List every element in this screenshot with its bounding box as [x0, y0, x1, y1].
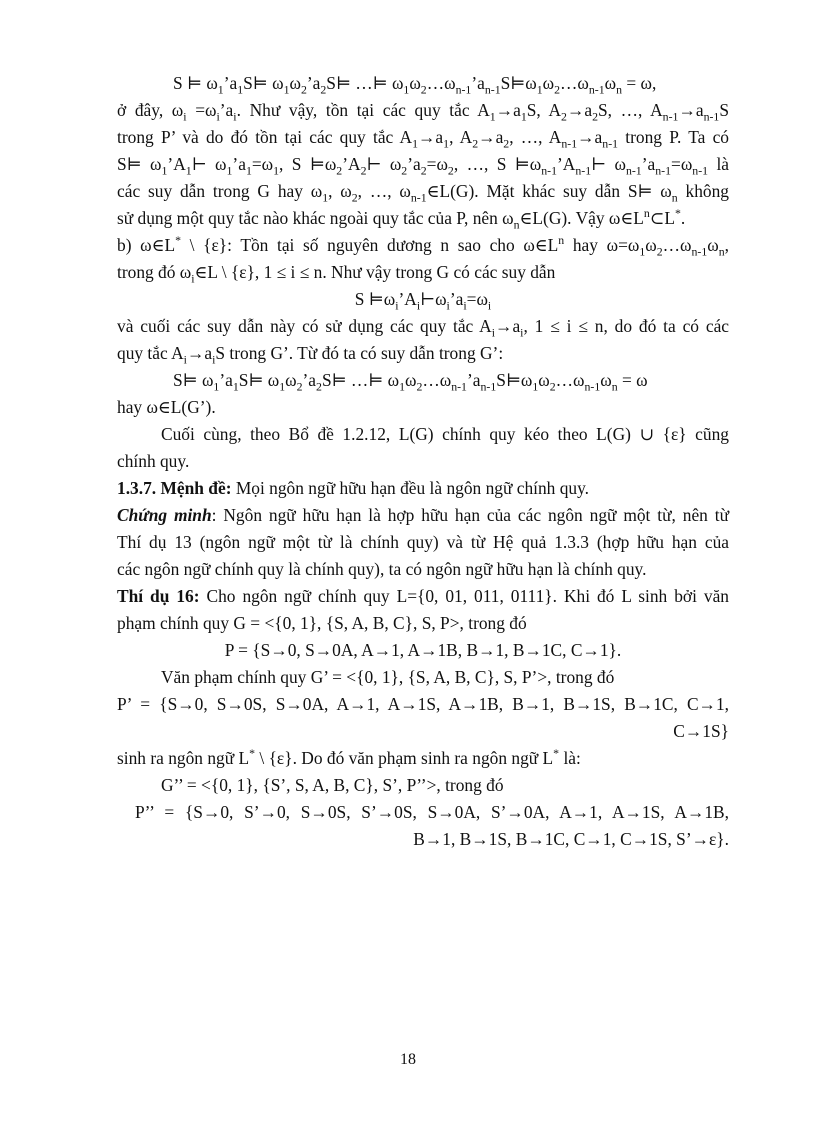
text-line: phạm chính quy G = <{0, 1}, {S, A, B, C}, S, P>, trong đó [117, 613, 527, 633]
derivation-line-1: S ⊨ $\omega_1’a_1S⊨$ $\omega_1\omega_2’a_2S⊨$ …⊨ $\omega_1\omega_2\dots\omega_{n-1}’a_{n-1}S⊨\omega_1\omega_2\dots\omega_{n-1}\omega_n = \omega$, [173, 73, 657, 97]
proof-line: Chứng minh: Ngôn ngữ hữu hạn là hợp hữu hạn của các ngôn ngữ một từ, nên từ [117, 505, 730, 525]
proposition-heading: 1.3.7. Mệnh đề: Mọi ngôn ngữ hữu hạn đều là ngôn ngữ chính quy. [117, 478, 590, 498]
rule-set-line: P’’ = {S→0, S’→0, S→0S, S’→0S, S→0A, S’→0A, A→1, A→1S, A→1B, [135, 802, 729, 822]
text-line: quy tắc $A_i\to a_iS$ trong G’. Từ đó ta có suy dẫn trong G’: [117, 343, 504, 367]
rule-set-line: P’ = {S→0, S→0S, S→0A, A→1, A→1S, A→1B, B→1, B→1S, B→1C, C→1, [117, 694, 729, 714]
text-line: Văn phạm chính quy G’ = <{0, 1}, {S, A, B, C}, S, P’>, trong đó [161, 667, 615, 687]
text-line: Cuối cùng, theo Bổ đề 1.2.12, L(G) chính quy kéo theo L(G) ∪ {ε} cũng [161, 424, 729, 444]
text-line: các ngôn ngữ chính quy là chính quy), ta có ngôn ngữ hữu hạn là chính quy. [117, 559, 647, 579]
text-line: hay ω∈L(G’). [117, 397, 216, 417]
text-line: chính quy. [117, 451, 190, 471]
example-heading: Thí dụ 16: Cho ngôn ngữ chính quy L={0, 01, 011, 0111}. Khi đó L sinh bởi văn [117, 586, 729, 606]
text-line: Thí dụ 13 (ngôn ngữ một từ là chính quy) và từ Hệ quả 1.3.3 (hợp hữu hạn của [117, 532, 729, 552]
rule-set-line: C→1S} [673, 721, 729, 741]
centered-formula: P = {S→0, S→0A, A→1, A→1B, B→1, B→1C, C→1}. [224, 640, 622, 660]
text-line: các suy dẫn trong G hay $\omega_1$, $\omega_2$, …, $\omega_{n-1}\in L(G)$. Mặt khác suy dẫn S⊨ $\omega_n$ không [117, 181, 729, 205]
text-line: trong P’ và do đó tồn tại các quy tắc $A_1\to a_1$, $A_2\to a_2$, …, $A_{n-1}\to a_{n-1}$ trong P. Ta có [117, 127, 730, 151]
text-line: trong đó $\omega_i\in L$ \ {ε}, 1 ≤ i ≤ n. Như vậy trong G có các suy dẫn [117, 262, 556, 286]
text-line: sinh ra ngôn ngữ L* \ {ε}. Do đó văn phạm sinh ra ngôn ngữ L* là: [117, 746, 581, 768]
text-line: G’’ = <{0, 1}, {S’, S, A, B, C}, S’, P’’>, trong đó [161, 775, 504, 795]
text-line: sử dụng một quy tắc nào khác ngoài quy tắc của P, nên $\omega_n\in L(G)$. Vậy $\omega\in L^n\subset L^*$. [117, 206, 686, 232]
text-line: và cuối các suy dẫn này có sử dụng các quy tắc $A_i\to a_i$, 1 ≤ i ≤ n, do đó ta có các [117, 316, 730, 340]
page-number: 18 [400, 1051, 416, 1068]
rule-set-line: B→1, B→1S, B→1C, C→1, C→1S, S’→ε}. [413, 829, 729, 849]
text-line: ở đây, $\omega_i$ $=\omega_i’a_i$. Như vậy, tồn tại các quy tắc $A_1\to a_1S$, $A_2\to a_2S$, …, $A_{n-1}\to a_{n-1}S$ [117, 100, 730, 124]
centered-formula: S $⊨\omega_i’A_i⊢\omega_i’a_i=\omega_i$ [354, 289, 492, 313]
derivation-line-2: S⊨ $\omega_1’a_1S⊨$ $\omega_1\omega_2’a_2S⊨$ …⊨ $\omega_1\omega_2\dots\omega_{n-1}’a_{n-1}S⊨\omega_1\omega_2\dots\omega_{n-1}\omega_n = \omega$ [173, 370, 648, 394]
text-line: S⊨ $\omega_1’A_1⊢$ $\omega_1’a_1=\omega_1$, S $⊨\omega_2’A_2⊢$ $\omega_2’a_2=\omega_2$, …, S $⊨\omega_{n-1}’A_{n-1}⊢$ $\omega_{n-1}’a_{n-1}=\omega_{n-1}$ là [117, 154, 730, 178]
text-line: b) ω∈L* \ {ε}: Tồn tại số nguyên dương n sao cho $\omega\in L^n$ hay $\omega=\omega_1\omega_2\dots\omega_{n-1}\omega_n$, [117, 233, 729, 259]
